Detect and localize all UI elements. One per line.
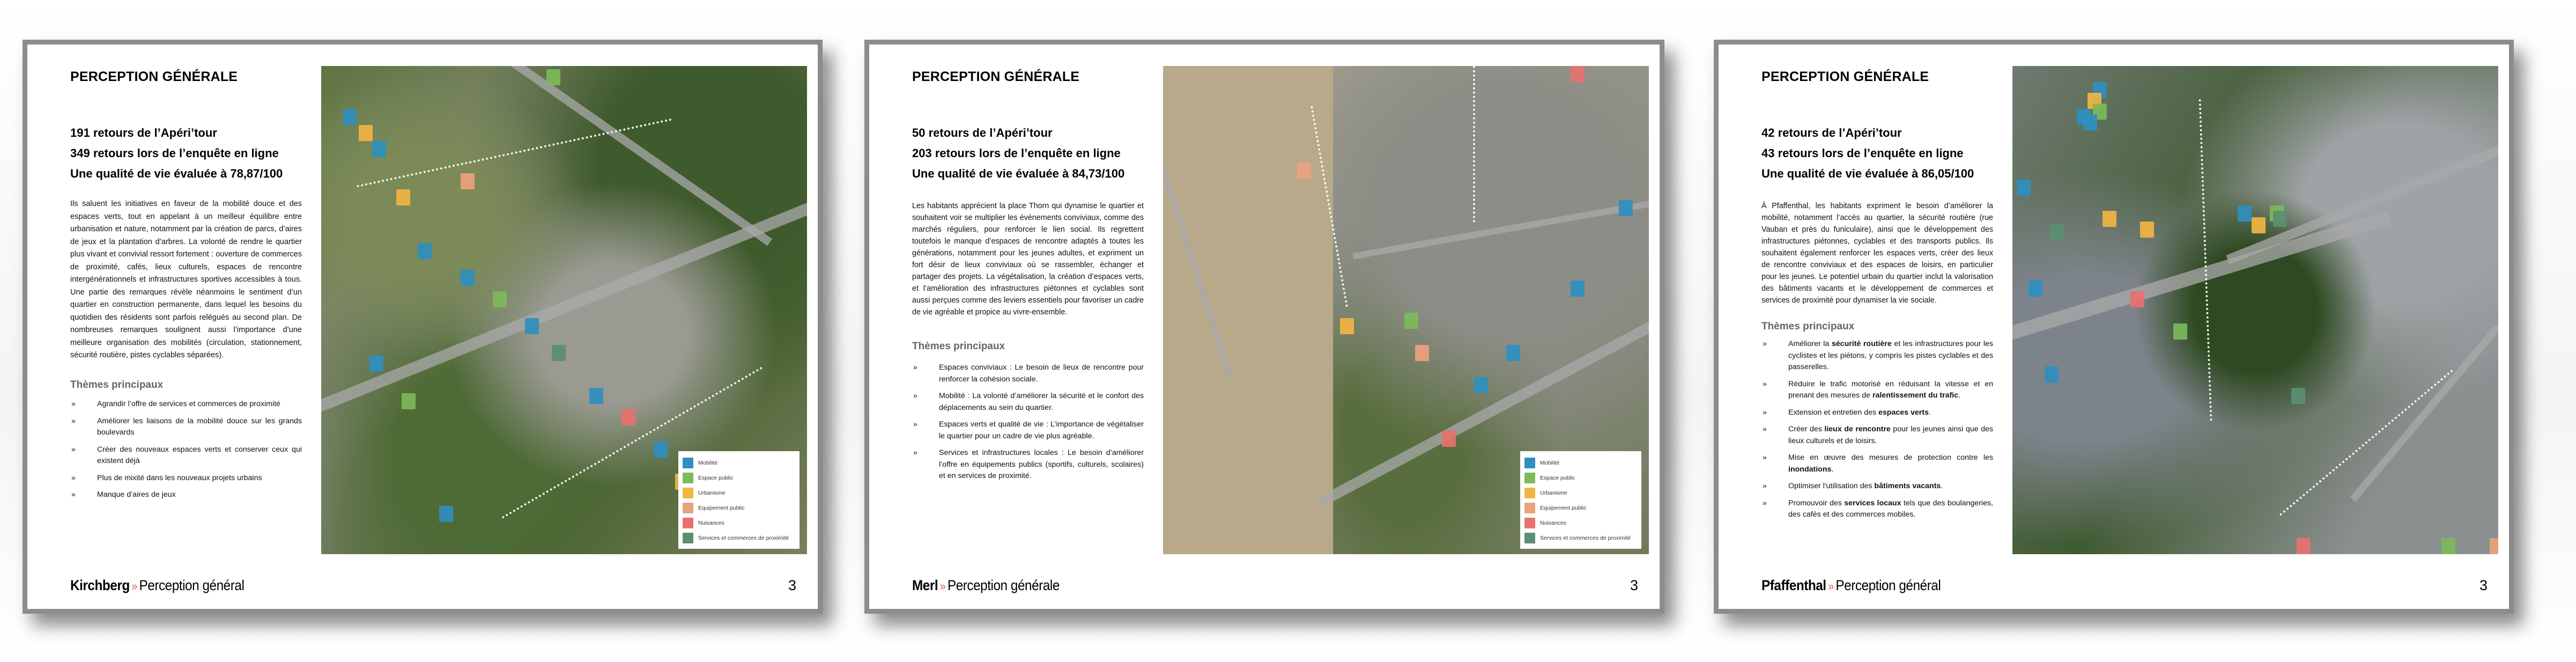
map-marker-mobilite[interactable]	[525, 318, 539, 334]
slide-title: PERCEPTION GÉNÉRALE	[912, 69, 1080, 84]
road	[1352, 201, 1649, 259]
legend-item-mobilite: Mobilité	[683, 455, 795, 470]
footer-breadcrumb	[912, 577, 1060, 594]
car-station-icon	[683, 458, 693, 468]
legend-item-equipement-public: Equipement public	[1524, 501, 1637, 516]
bullet-icon: »	[1763, 482, 1767, 490]
stat-online-survey: 203 retours lors de l’enquête en ligne	[912, 146, 1121, 160]
stats-block	[70, 123, 283, 184]
theme-item	[1761, 481, 1993, 492]
theme-item: » Plus de mixité dans les nouveaux projets urbains	[70, 473, 302, 484]
warning-sign-icon	[1524, 518, 1535, 528]
theme-text: Réduire le trafic motorisé en réduisant la vitesse et en prenant des mesures de	[1788, 379, 1993, 400]
map-marker-espace-public[interactable]	[402, 393, 416, 409]
themes-list	[912, 362, 1144, 488]
slide-merl	[864, 40, 1664, 614]
road	[460, 66, 773, 246]
map-legend	[678, 451, 800, 549]
legend-item-equipement-public: Equipement public	[683, 501, 795, 516]
map-marker-services[interactable]	[2291, 388, 2305, 404]
district-boundary	[2199, 99, 2212, 421]
bullet-icon: »	[913, 420, 917, 429]
legend-item-espace-public: Espace public	[1524, 470, 1637, 486]
map-marker-nuisances[interactable]	[2130, 291, 2144, 307]
bullet-icon: »	[1763, 498, 1767, 507]
theme-item: » Services et infrastructures locales : Le besoin d’améliorer l’offre en équipements publics (sportifs, culturels, scolaires) et en services de proximité.	[913, 448, 1144, 480]
bench-tree-icon	[1524, 473, 1535, 483]
footer-section: Perception général	[1835, 577, 1941, 593]
slide-title: PERCEPTION GÉNÉRALE	[70, 69, 238, 84]
map-marker-mobilite[interactable]	[2017, 180, 2031, 196]
slide-pfaffenthal	[1714, 40, 2514, 614]
car-station-icon	[1524, 458, 1535, 468]
map-marker-urbanisme[interactable]	[2140, 222, 2154, 238]
map-marker-mobilite[interactable]	[2045, 366, 2059, 383]
bullet-icon: »	[1763, 340, 1767, 348]
theme-text: tels que des boulangeries, des cafés et des commerces mobiles.	[1788, 498, 1994, 519]
theme-text: .	[1928, 408, 1931, 417]
map-marker-mobilite[interactable]	[2083, 114, 2097, 130]
themes-heading: Thèmes principaux	[70, 379, 164, 391]
map-marker-mobilite[interactable]	[461, 270, 475, 286]
buildings-icon	[683, 488, 693, 498]
bridge-road	[2012, 210, 2392, 343]
map-marker-equipement-public[interactable]	[2490, 538, 2498, 554]
emphasis-text: services locaux	[1844, 498, 1901, 507]
theme-item: » Mobilité : La volonté d’améliorer la sécurité et le confort des déplacements au sein du quartier.	[913, 392, 1144, 412]
theme-text: .	[1958, 391, 1960, 400]
warning-sign-icon	[683, 518, 693, 528]
legend-item-nuisances: Nuisances	[1524, 516, 1637, 531]
bullet-icon: »	[1763, 408, 1767, 417]
map-marker-mobilite[interactable]	[418, 243, 432, 259]
slide-kirchberg	[23, 40, 823, 614]
shop-awning-icon	[683, 533, 693, 543]
map-marker-mobilite[interactable]	[343, 109, 357, 125]
map-marker-mobilite[interactable]	[439, 506, 453, 522]
summary-paragraph: Les habitants apprécient la place Thorn qui dynamise le quartier et souhaitent voir se multiplier les événements conviviaux, comme des marchés réguliers, pour renforcer le lien social. Ils regrettent toutefois le manque d’espaces de rencontre adaptés à toutes les générations, notamment pour les jeunes adultes, et expriment un fort désir de lieux conviviaux où se rassembler, échanger et partager des projets. La végétalisation, la création d’espaces verts, et l’amélioration des infrastructures piétonnes et cyclables sont aussi perçues comme des leviers essentiels pour favoriser un cadre de vie agréable et propice au vivre-ensemble.	[912, 202, 1144, 317]
map-marker-nuisances[interactable]	[1571, 66, 1585, 82]
map-marker-nuisances[interactable]	[2297, 538, 2311, 554]
map-marker-mobilite[interactable]	[2238, 205, 2252, 222]
theme-text: Extension et entretien des	[1788, 408, 1878, 417]
summary-paragraph: À Pfaffenthal, les habitants expriment le besoin d’améliorer la mobilité, notamment l’accès au quartier, la sécurité routière (rue Vauban et près du funiculaire), ainsi que le développement des infrastructures piétonnes, cyclables et des transports publics. Ils souhaitent également renforcer les espaces verts, créer des lieux de rencontre conviviaux et des espaces de loisirs, en particulier pour les jeunes. Le potentiel urbain du quartier inclut la valorisation des bâtiments vacants et le développement de commerces et services de proximité pour dynamiser la vie sociale.	[1761, 202, 1993, 305]
shop-awning-icon	[1524, 533, 1535, 543]
map-marker-equipement-public[interactable]	[461, 173, 475, 189]
map-marker-services[interactable]	[2050, 224, 2064, 240]
summary-paragraph: Ils saluent les initiatives en faveur de la mobilité douce et des espaces verts, tout en appelant à un meilleur équilibre entre urbanisation et nature, notamment par la création de parcs, d’aires de jeux et la plantation d’arbres. La volonté de rendre le quartier plus vivant et convivial ressort fortement : ouverture de commerces de proximité, cafés, lieux culturels, espaces de rencontre intergénérationnels et infrastructures sportives accessibles à tous. Une partie des remarques révèle néanmoins le sentiment d’un quartier en construction permanente, dans lequel les besoins du quotidien des résidents sont parfois relégués au second plan. De nombreuses remarques soulignent aussi l’importance d’une meilleure organisation des mobilités (circulation, stationnement, sécurité routière, pistes cyclables séparées).	[70, 200, 302, 359]
map-marker-urbanisme[interactable]	[359, 125, 373, 141]
aerial-map-pfaffenthal	[2012, 66, 2498, 554]
stat-quality-of-life: Une qualité de vie évaluée à 84,73/100	[912, 167, 1125, 180]
map-marker-espace-public[interactable]	[493, 291, 507, 307]
map-marker-mobilite[interactable]	[654, 442, 668, 458]
bullet-icon: »	[1763, 379, 1767, 388]
theme-text: .	[1831, 465, 1834, 474]
theme-text: pour les jeunes ainsi que des lieux culturels et de loisirs.	[1788, 425, 1993, 445]
stat-quality-of-life: Une qualité de vie évaluée à 78,87/100	[70, 167, 283, 180]
railway	[2350, 325, 2498, 502]
theme-item: » Espaces verts et qualité de vie : L’importance de végétaliser le quartier pour un cadre de vie plus agréable.	[913, 420, 1144, 440]
legend-item-mobilite: Mobilité	[1524, 455, 1637, 470]
buildings-icon	[1524, 488, 1535, 498]
themes-list	[1761, 339, 1993, 526]
page-number: 3	[2479, 577, 2488, 593]
map-marker-espace-public[interactable]	[2441, 538, 2455, 554]
themes-heading: Thèmes principaux	[1761, 321, 1855, 332]
theme-item: » Manque d’aires de jeux	[70, 489, 302, 501]
page-number: 3	[788, 577, 796, 593]
map-marker-services[interactable]	[2273, 211, 2287, 227]
theme-item	[1761, 452, 1993, 475]
emphasis-text: inondations	[1788, 465, 1832, 474]
public-building-icon	[683, 503, 693, 513]
map-marker-espace-public[interactable]	[1404, 313, 1418, 329]
map-marker-services[interactable]	[552, 345, 566, 361]
map-marker-urbanisme[interactable]	[2252, 217, 2266, 233]
stat-aperitour: 191 retours de l’Apéri’tour	[70, 126, 217, 139]
map-marker-espace-public[interactable]	[546, 69, 560, 85]
page-number: 3	[1630, 577, 1638, 593]
theme-item	[1761, 407, 1993, 419]
theme-item	[1761, 498, 1993, 521]
footer-section: Perception général	[139, 577, 245, 593]
district-boundary	[1473, 66, 1475, 223]
footer-place: Merl	[912, 577, 938, 593]
bullet-icon: »	[71, 473, 76, 482]
aerial-map-kirchberg	[321, 66, 807, 554]
map-marker-mobilite[interactable]	[372, 141, 386, 157]
theme-item	[1761, 339, 1993, 373]
emphasis-text: lieux de rencontre	[1824, 425, 1891, 433]
theme-item: » Espaces conviviaux : Le besoin de lieux de rencontre pour renforcer la cohésion sociale.	[913, 363, 1144, 384]
stat-aperitour: 50 retours de l’Apéri’tour	[912, 126, 1053, 139]
map-marker-urbanisme[interactable]	[1340, 318, 1354, 334]
bullet-icon: »	[71, 400, 76, 408]
bullet-icon: »	[71, 445, 76, 454]
theme-item: » Agrandir l’offre de services et commerces de proximité	[70, 399, 302, 410]
stat-online-survey: 349 retours lors de l’enquête en ligne	[70, 146, 279, 160]
theme-item	[1761, 379, 1993, 402]
map-marker-mobilite[interactable]	[589, 388, 603, 404]
map-marker-equipement-public[interactable]	[1297, 163, 1311, 179]
map-marker-nuisances[interactable]	[621, 409, 635, 425]
district-boundary	[357, 119, 672, 188]
legend-item-services: Services et commerces de proximité	[683, 531, 795, 546]
theme-text: Mise en œuvre des mesures de protection contre les	[1788, 453, 1993, 462]
map-marker-urbanisme[interactable]	[396, 189, 410, 205]
emphasis-text: sécurité routière	[1831, 340, 1892, 348]
bullet-icon: »	[913, 448, 917, 457]
theme-text: Promouvoir des	[1788, 498, 1845, 507]
map-marker-urbanisme[interactable]	[2103, 211, 2116, 227]
stat-online-survey: 43 retours lors de l’enquête en ligne	[1761, 146, 1964, 160]
district-boundary	[2279, 369, 2453, 516]
map-marker-equipement-public[interactable]	[1415, 345, 1429, 361]
themes-list	[70, 399, 302, 506]
bench-tree-icon	[683, 473, 693, 483]
legend-item-urbanisme: Urbanisme	[1524, 486, 1637, 501]
legend-item-nuisances: Nuisances	[683, 516, 795, 531]
map-marker-mobilite[interactable]	[1619, 200, 1633, 216]
aerial-map-merl	[1163, 66, 1649, 554]
theme-item: » Créer des nouveaux espaces verts et conserver ceux qui existent déjà	[71, 445, 302, 465]
emphasis-text: ralentissement du trafic	[1872, 391, 1959, 400]
chevron-right-icon: »	[131, 579, 137, 593]
theme-text: Améliorer la	[1788, 340, 1832, 348]
legend-item-espace-public: Espace public	[683, 470, 795, 486]
emphasis-text: espaces verts	[1878, 408, 1929, 417]
theme-text: et les infrastructures pour les cyclistes et les piétons, y compris les pistes cyclables et des passerelles.	[1788, 340, 1994, 371]
theme-item: » Améliorer les liaisons de la mobilité douce sur les grands boulevards	[71, 416, 302, 437]
stat-aperitour: 42 retours de l’Apéri’tour	[1761, 126, 1902, 139]
road	[1163, 73, 1234, 381]
road	[321, 192, 807, 414]
bullet-icon: »	[1763, 425, 1767, 433]
chevron-right-icon: »	[939, 579, 946, 593]
map-marker-mobilite[interactable]	[369, 356, 383, 372]
chevron-right-icon: »	[1828, 579, 1834, 593]
district-boundary	[1311, 106, 1348, 307]
map-marker-nuisances[interactable]	[1442, 431, 1456, 447]
map-marker-espace-public[interactable]	[2173, 323, 2187, 340]
slide-title: PERCEPTION GÉNÉRALE	[1761, 69, 1929, 84]
footer-section: Perception générale	[947, 577, 1060, 593]
map-marker-mobilite[interactable]	[2029, 281, 2042, 297]
stats-block	[912, 123, 1124, 184]
stat-quality-of-life: Une qualité de vie évaluée à 86,05/100	[1761, 167, 1974, 180]
themes-heading: Thèmes principaux	[912, 341, 1005, 352]
bullet-icon: »	[913, 392, 917, 400]
theme-text: Optimiser l'utilisation des	[1788, 482, 1875, 490]
theme-text: .	[1941, 482, 1943, 490]
bullet-icon: »	[1763, 453, 1767, 462]
map-legend	[1520, 451, 1641, 549]
road	[2226, 135, 2498, 264]
theme-text: Créer des	[1788, 425, 1825, 433]
map-marker-mobilite[interactable]	[1506, 345, 1520, 361]
map-marker-mobilite[interactable]	[1571, 281, 1585, 297]
footer-breadcrumb	[1761, 577, 1941, 594]
stats-block	[1761, 123, 1974, 184]
bullet-icon: »	[71, 490, 76, 499]
theme-item	[1761, 424, 1993, 447]
legend-item-services: Services et commerces de proximité	[1524, 531, 1637, 546]
legend-item-urbanisme: Urbanisme	[683, 486, 795, 501]
map-marker-mobilite[interactable]	[1474, 377, 1488, 393]
public-building-icon	[1524, 503, 1535, 513]
bullet-icon: »	[913, 363, 917, 372]
footer-place: Kirchberg	[70, 577, 130, 593]
footer-breadcrumb	[70, 577, 244, 594]
emphasis-text: bâtiments vacants	[1874, 482, 1941, 490]
bullet-icon: »	[71, 416, 76, 425]
footer-place: Pfaffenthal	[1761, 577, 1826, 593]
